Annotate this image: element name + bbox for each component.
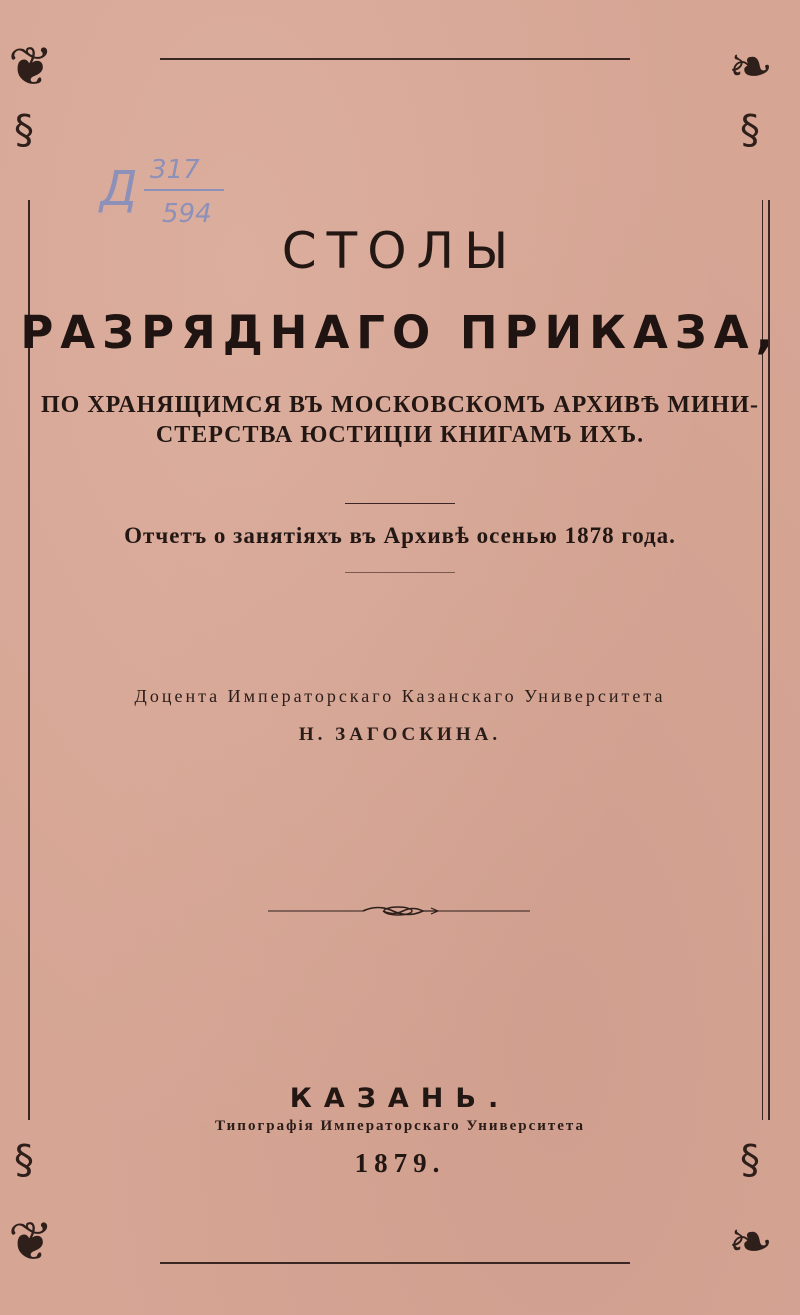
stamp-bar: [144, 189, 224, 191]
ornament-bottom-right-vert-icon: §: [740, 1137, 760, 1183]
subtitle-line-2: СТЕРСТВА ЮСТИЦІИ КНИГАМЪ ИХЪ.: [155, 422, 645, 448]
rule-below-report: [345, 572, 455, 573]
frame-top: [160, 58, 630, 60]
report-line: Отчетъ о занятіяхъ въ Архивѣ осенью 1878 года.: [124, 523, 676, 548]
ornament-bottom-right-icon: ❧: [728, 1210, 774, 1273]
author-affiliation: Доцента Императорскаго Казанскаго Университета: [134, 686, 666, 706]
frame-bottom: [160, 1262, 630, 1264]
ornament-top-left-vert-icon: §: [14, 107, 34, 153]
rule-above-report: [345, 503, 455, 504]
author-name: Н. ЗАГОСКИНА.: [298, 724, 502, 745]
ornament-top-right-vert-icon: §: [740, 107, 760, 153]
ornament-top-right-icon: ❧: [728, 35, 774, 98]
imprint-city: КАЗАНЬ.: [289, 1083, 511, 1114]
title-line-2: РАЗРЯДНАГО ПРИКАЗА,: [20, 306, 780, 359]
title-line-1: СТОЛЫ: [281, 222, 519, 280]
fleuron-divider-icon: [268, 900, 530, 922]
imprint-year: 1879.: [354, 1148, 446, 1178]
subtitle-line-1: ПО ХРАНЯЩИМСЯ ВЪ МОСКОВСКОМЪ АРХИВѢ МИНИ-: [41, 392, 759, 418]
ornament-bottom-left-vert-icon: §: [14, 1137, 34, 1183]
stamp-letter: Д: [100, 161, 138, 217]
imprint-press: Типографія Императорскаго Университета: [215, 1118, 585, 1134]
ornament-bottom-left-icon: ❦: [8, 1210, 54, 1273]
stamp-number-bottom: 594: [162, 199, 212, 229]
stamp-number-top: 317: [150, 155, 200, 185]
ornament-top-left-icon: ❦: [8, 35, 54, 98]
